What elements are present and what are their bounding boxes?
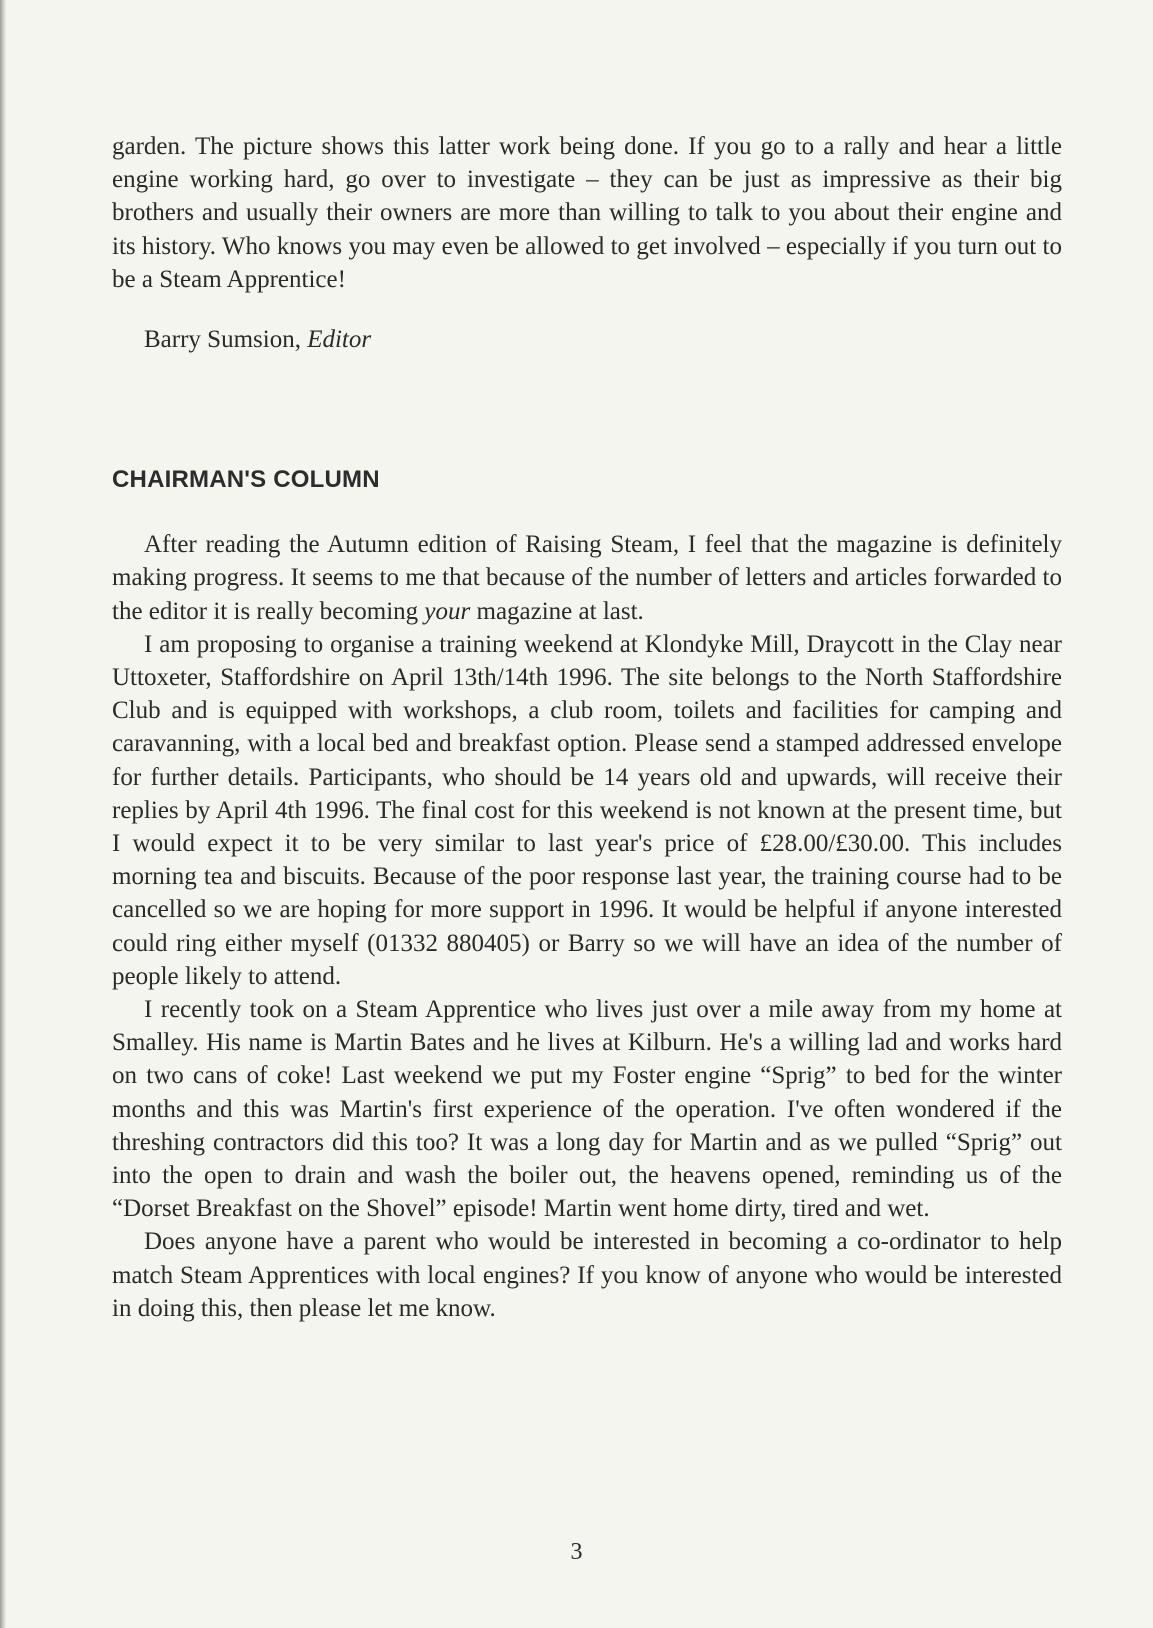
page-content xyxy=(112,130,1062,1325)
chairman-paragraph-2: I am proposing to organise a training weekend at Klondyke Mill, Draycott in the Clay near Uttoxeter, Staffordshire on April 13th/14th 1996. The site belongs to the North Staffordshire Club and is equipped with workshops, a club room, toilets and facilities for camping and caravanning, with a local bed and breakfast option. Please send a stamped addressed envelope for further details. Participants, who should be 14 years old and upwards, will receive their replies by April 4th 1996. The final cost for this weekend is not known at the present time, but I would expect it to be very similar to last year's price of £28.00/£30.00. This includes morning tea and biscuits. Because of the poor response last year, the training course had to be cancelled so we are hoping for more support in 1996. It would be helpful if anyone interested could ring either myself (01332 880405) or Barry so we will have an idea of the number of people likely to attend. xyxy=(112,630,1062,990)
signature-name: Barry Sumsion, xyxy=(144,326,308,354)
editor-signature xyxy=(112,323,1062,356)
page-binding-edge xyxy=(0,0,6,1628)
chairman-paragraph-3: I recently took on a Steam Apprentice who lives just over a mile away from my home at Smalley. His name is Martin Bates and he lives at Kilburn. He's a willing lad and works hard on two cans of coke! Last weekend we put my Foster engine “Sprig” to bed for the winter months and this was Martin's first experience of the operation. I've often wondered if the threshing contractors did this too? It was a long day for Martin and as we pulled “Sprig” out into the open to drain and wash the boiler out, the heavens opened, reminding us of the “Dorset Breakfast on the Shovel” episode! Martin went home dirty, tired and wet. xyxy=(112,996,1062,1223)
chairman-paragraph-4: Does anyone have a parent who would be interested in becoming a co-ordinator to help match Steam Apprentices with local engines? If you know of anyone who would be interested in doing this, then please let me know. xyxy=(112,1228,1062,1322)
p1-text-before: After reading the Autumn edition of Raising Steam, I feel that the magazine is definitely making progress. It seems to me that because of the number of letters and articles forwarded to the editor it is really becoming xyxy=(112,531,1062,625)
p1-text-after: magazine at last. xyxy=(470,597,644,625)
intro-paragraph: garden. The picture shows this latter work being done. If you go to a rally and hear a little engine working hard, go over to investigate – they can be just as impressive as their big brothers and usually their owners are more than willing to talk to you about their engine and its history. Who knows you may even be allowed to get involved – especially if you turn out to be a Steam Apprentice! xyxy=(112,133,1062,293)
page-number: 3 xyxy=(570,1539,583,1565)
p1-emphasis: your xyxy=(424,597,471,625)
section-heading: CHAIRMAN'S COLUMN xyxy=(112,466,380,494)
signature-role: Editor xyxy=(307,326,372,354)
chairman-paragraph-1 xyxy=(112,528,1062,628)
